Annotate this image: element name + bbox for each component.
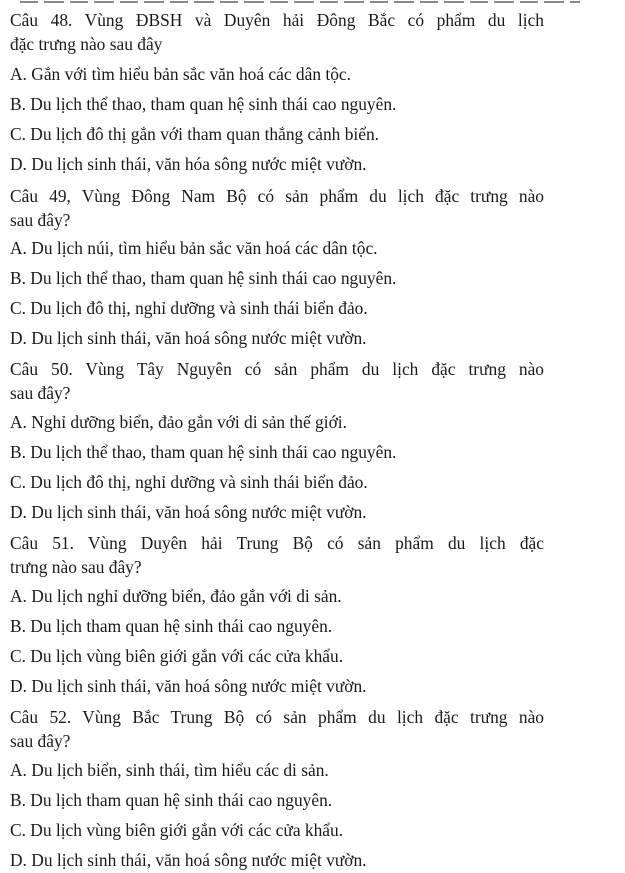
question-48-option-b: B. Du lịch thể thao, tham quan hệ sinh thái cao nguyên. xyxy=(10,94,397,114)
question-51-stem-line-2: trưng nào sau đây? xyxy=(10,557,142,577)
cropped-previous-line xyxy=(20,0,580,4)
question-48-stem-line-1: Câu 48. Vùng ĐBSH và Duyên hải Đông Bắc có phẩm du lịch xyxy=(10,10,544,30)
question-48-option-d: D. Du lịch sinh thái, văn hóa sông nước miệt vườn. xyxy=(10,154,367,174)
question-50-option-d: D. Du lịch sinh thái, văn hoá sông nước miệt vườn. xyxy=(10,502,367,522)
question-52-stem-line-2: sau đây? xyxy=(10,731,71,751)
question-52-option-d: D. Du lịch sinh thái, văn hoá sông nước miệt vườn. xyxy=(10,850,367,870)
question-50-option-a: A. Nghỉ dưỡng biển, đảo gắn với di sản thế giới. xyxy=(10,412,347,432)
question-52-stem-line-1: Câu 52. Vùng Bắc Trung Bộ có sản phẩm du lịch đặc trưng nào xyxy=(10,707,544,727)
question-50-stem-line-2: sau đây? xyxy=(10,383,71,403)
question-51-option-b: B. Du lịch tham quan hệ sinh thái cao nguyên. xyxy=(10,616,333,636)
question-50-option-b: B. Du lịch thể thao, tham quan hệ sinh thái cao nguyên. xyxy=(10,442,397,462)
question-52-option-b: B. Du lịch tham quan hệ sinh thái cao nguyên. xyxy=(10,790,333,810)
question-48-stem-line-2: đặc trưng nào sau đây xyxy=(10,34,163,54)
question-49-stem-line-1: Câu 49, Vùng Đông Nam Bộ có sản phẩm du lịch đặc trưng nào xyxy=(10,186,544,206)
question-48-option-a: A. Gắn với tìm hiểu bản sắc văn hoá các dân tộc. xyxy=(10,64,351,84)
question-51-option-c: C. Du lịch vùng biên giới gắn với các cửa khẩu. xyxy=(10,646,344,666)
question-49-option-a: A. Du lịch núi, tìm hiểu bản sắc văn hoá các dân tộc. xyxy=(10,238,378,258)
question-49-stem-line-2: sau đây? xyxy=(10,210,71,230)
question-49-option-b: B. Du lịch thể thao, tham quan hệ sinh thái cao nguyên. xyxy=(10,268,397,288)
question-52-option-a: A. Du lịch biển, sinh thái, tìm hiểu các di sản. xyxy=(10,760,329,780)
question-48-option-c: C. Du lịch đô thị gắn với tham quan thắng cảnh biển. xyxy=(10,124,380,144)
question-51-option-a: A. Du lịch nghỉ dưỡng biển, đảo gắn với di sản. xyxy=(10,586,342,606)
question-50-stem-line-1: Câu 50. Vùng Tây Nguyên có sản phẩm du lịch đặc trưng nào xyxy=(10,359,544,379)
question-49-option-d: D. Du lịch sinh thái, văn hoá sông nước miệt vườn. xyxy=(10,328,367,348)
question-51-option-d: D. Du lịch sinh thái, văn hoá sông nước miệt vườn. xyxy=(10,676,367,696)
question-52-option-c: C. Du lịch vùng biên giới gắn với các cửa khẩu. xyxy=(10,820,344,840)
question-50-option-c: C. Du lịch đô thị, nghỉ dưỡng và sinh thái biển đảo. xyxy=(10,472,368,492)
question-49-option-c: C. Du lịch đô thị, nghỉ dưỡng và sinh thái biển đảo. xyxy=(10,298,368,318)
question-51-stem-line-1: Câu 51. Vùng Duyên hải Trung Bộ có sản phẩm du lịch đặc xyxy=(10,533,544,553)
